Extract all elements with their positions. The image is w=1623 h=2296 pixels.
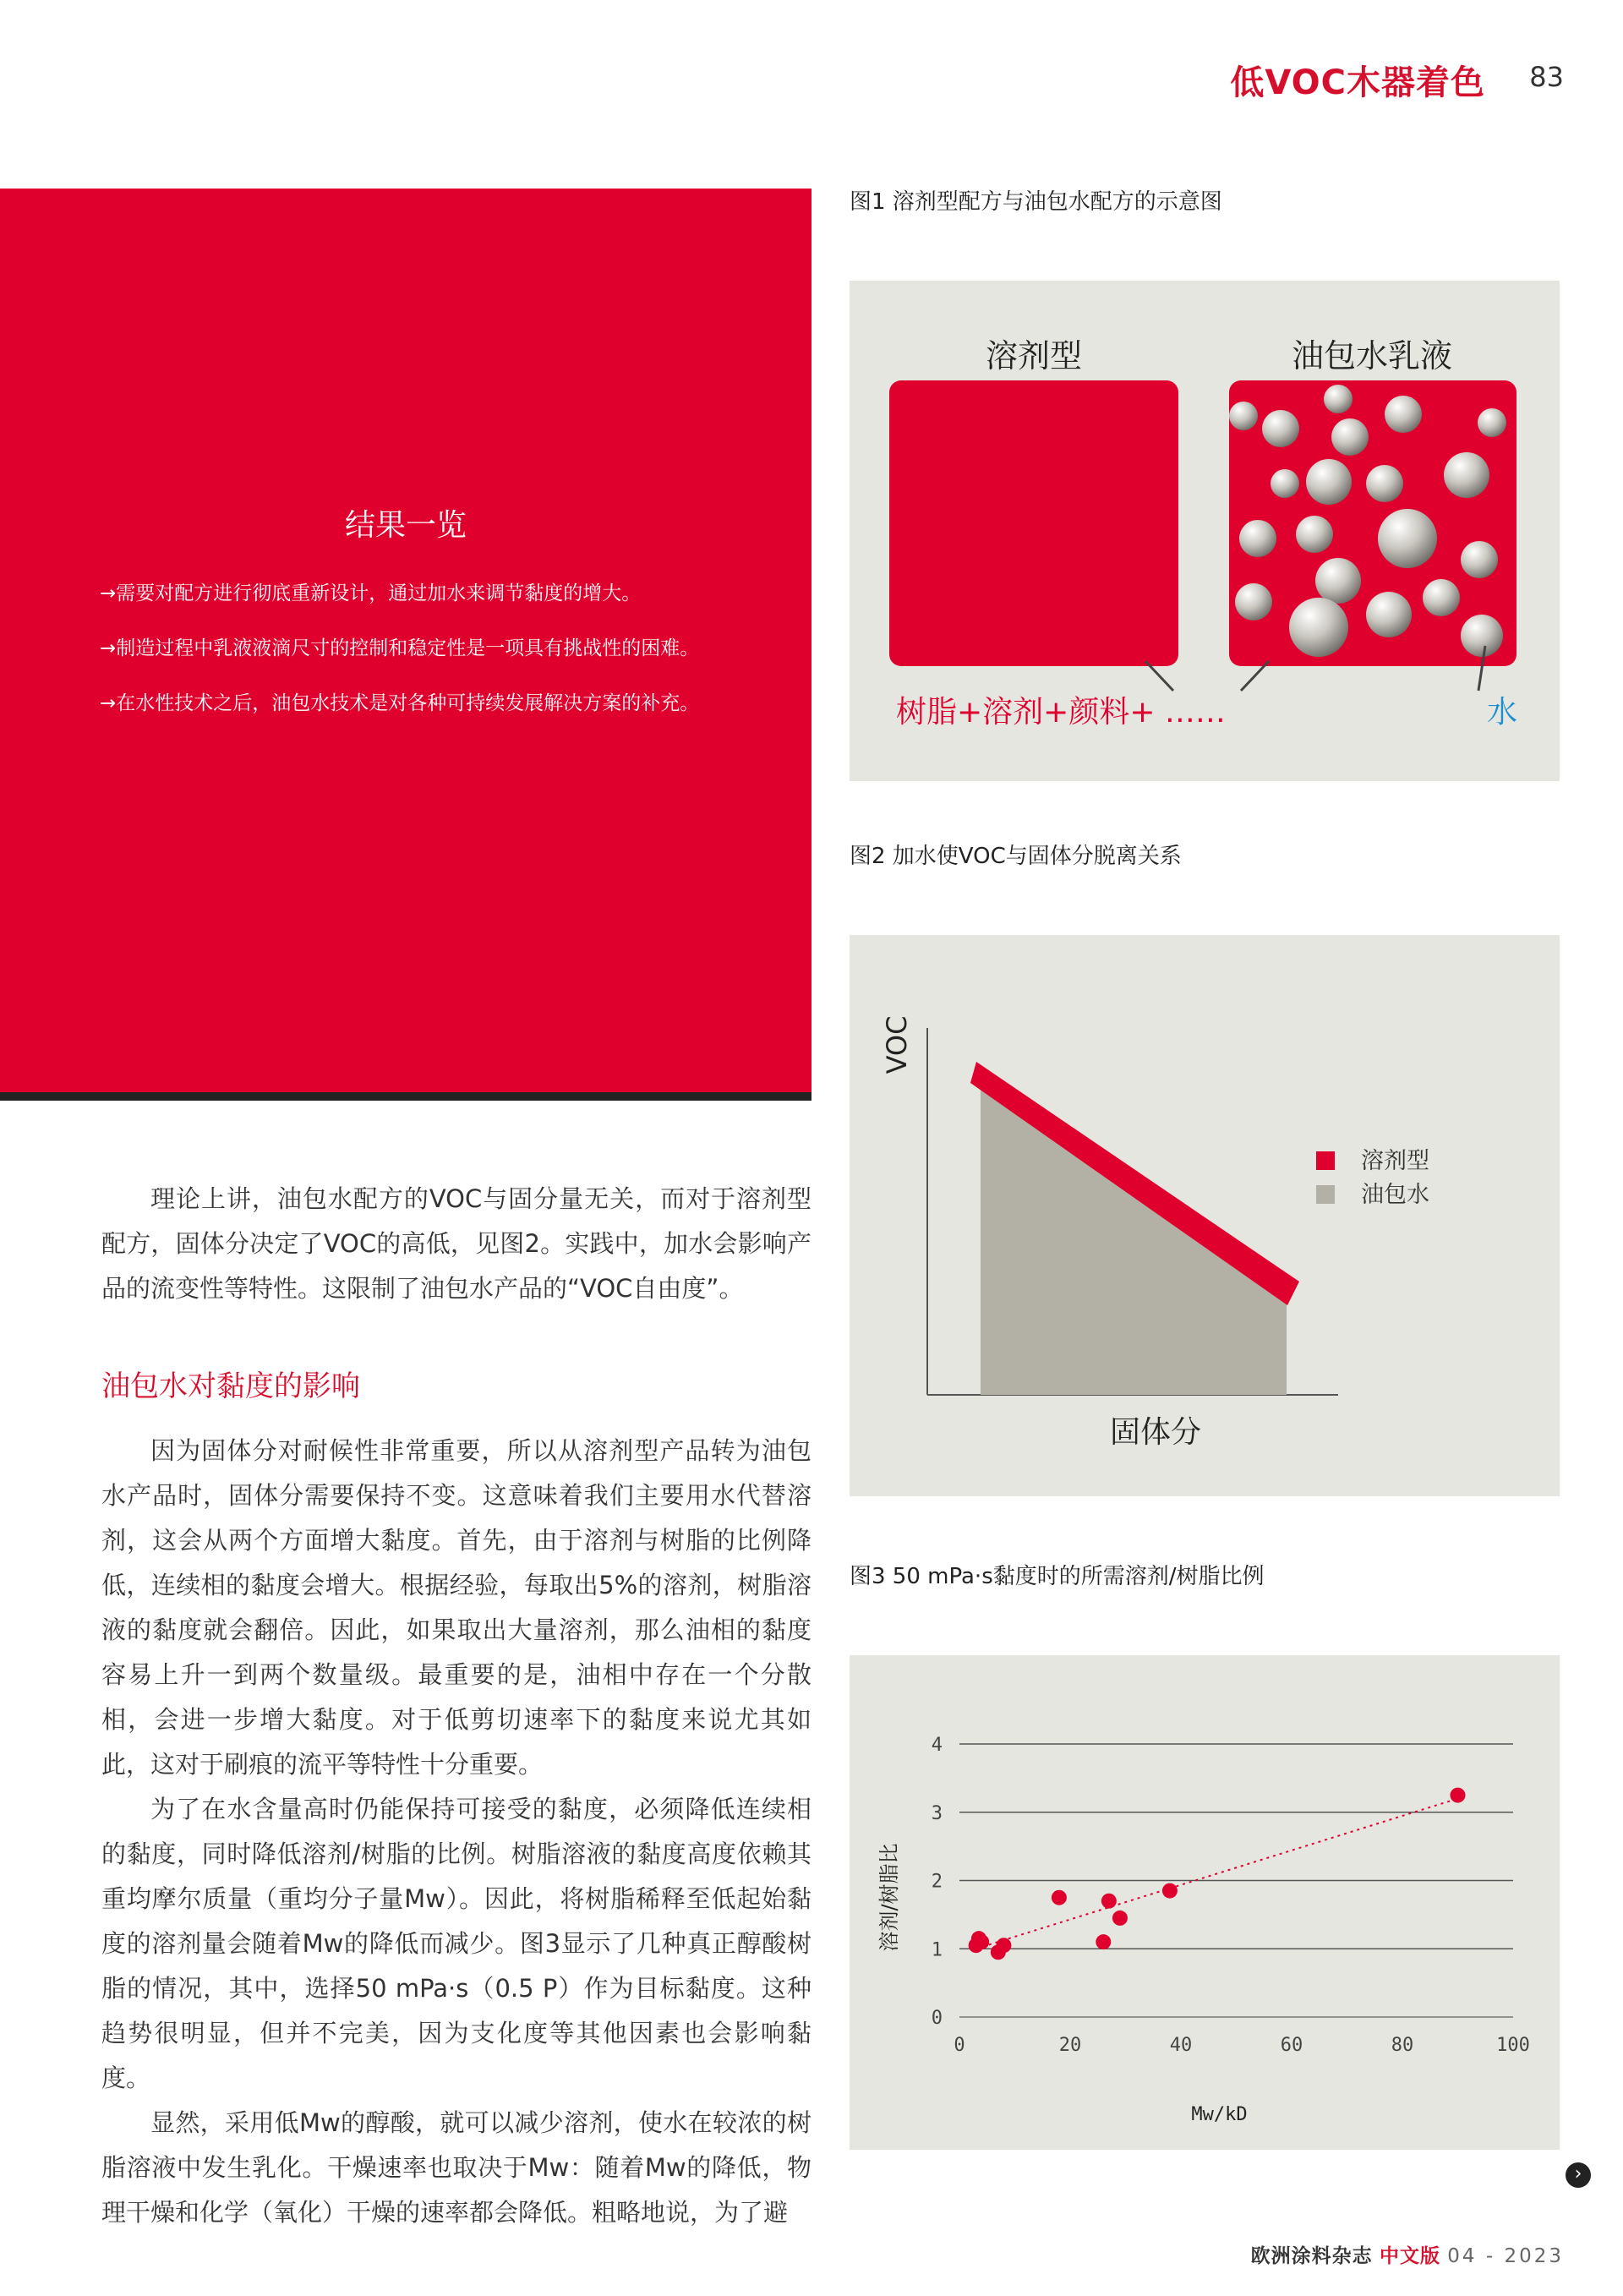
water-droplet <box>1385 396 1422 433</box>
x-tick-label: 60 <box>1280 2035 1303 2056</box>
x-tick-label: 40 <box>1169 2035 1193 2056</box>
y-tick-label: 1 <box>931 1939 943 1961</box>
water-droplet <box>1271 469 1299 498</box>
water-droplet <box>1306 459 1352 505</box>
paragraph: 因为固体分对耐候性非常重要，所以从溶剂型产品转为油包水产品时，固体分需要保持不变。这意味着我们主要用水代替溶剂，这会从两个方面增大黏度。首先，由于溶剂与树脂的比例降低，连续相的黏度会增大。根据经验，每取出5%的溶剂，树脂溶液的黏度就会翻倍。因此，如果取出大量溶剂，那么油相的黏度容易上升一到两个数量级。最重要的是，油相中存在一个分散相，会进一步增大黏度。对于低剪切速率下的黏度来说尤其如此，这对于刷痕的流平等特性十分重要。 <box>101 1436 812 1779</box>
x-tick-label: 80 <box>1391 2035 1414 2056</box>
water-droplet <box>1296 516 1333 553</box>
water-droplet <box>1331 418 1369 456</box>
water-droplet <box>1444 452 1489 498</box>
water-droplet <box>1461 615 1503 657</box>
emulsion-label: 油包水乳液 <box>1291 337 1453 374</box>
water-droplet <box>1366 592 1412 637</box>
data-point <box>1112 1911 1128 1926</box>
water-droplet <box>1423 579 1460 616</box>
y-tick-label: 0 <box>931 2008 943 2029</box>
water-droplet <box>1366 465 1403 502</box>
paragraph: 为了在水含量高时仍能保持可接受的黏度，必须降低连续相的黏度，同时降低溶剂/树脂的比例。树脂溶液的黏度高度依赖其重均摩尔质量（重均分子量Mw）。因此，将树脂稀释至低起始黏度的溶剂量会随着Mw的降低而减少。图3显示了几种真正醇酸树脂的情况，其中，选择50 mPa·s（0.5 P）作为目标黏度。这种趋势很明显，但并不完美，因为支化度等其他因素也会影响黏度。 <box>101 1795 812 2092</box>
issue-number: 04 - 2023 <box>1447 2245 1564 2267</box>
magazine-name: 欧洲涂料杂志 <box>1250 2245 1373 2267</box>
ingredients-label: 树脂+溶剂+颜料+ …… <box>896 695 1226 730</box>
water-droplet <box>1235 583 1272 620</box>
x-tick-label: 100 <box>1496 2035 1530 2056</box>
legend-label: 溶剂型 <box>1361 1148 1429 1174</box>
paragraph: 理论上讲，油包水配方的VOC与固分量无关，而对于溶剂型配方，固体分决定了VOC的高低，见图2。实践中，加水会影响产品的流变性等特性。这限制了油包水产品的“VOC自由度”。 <box>101 1184 812 1303</box>
running-head-title: 低VOC木器着色 <box>1230 63 1485 102</box>
figure3-panel <box>850 1655 1560 2150</box>
oil-in-water-area <box>981 1079 1287 1395</box>
x-tick-label: 0 <box>954 2035 965 2056</box>
x-axis-label: Mw/kD <box>1191 2104 1248 2125</box>
summary-box <box>0 189 812 1101</box>
solvent-type-label: 溶剂型 <box>985 337 1083 374</box>
y-axis-label: 溶剂/树脂比 <box>877 1843 901 1952</box>
figure2-caption: 图2 加水使VOC与固体分脱离关系 <box>850 844 1182 869</box>
x-tick-label: 20 <box>1058 2035 1082 2056</box>
next-page-icon[interactable]: › <box>1566 2162 1591 2188</box>
water-droplet <box>1262 410 1299 447</box>
figure2-panel <box>850 935 1560 1496</box>
paragraph: 显然，采用低Mw的醇酸，就可以减少溶剂，使水在较浓的树脂溶液中发生乳化。干燥速率也取决于Mw：随着Mw的降低，物理干燥和化学（氧化）干燥的速率都会降低。粗略地说，为了避 <box>101 2108 812 2227</box>
figure2-chart <box>850 935 1560 1496</box>
figure1-diagram <box>850 281 1560 781</box>
y-tick-label: 2 <box>931 1871 943 1893</box>
figure1-caption: 图1 溶剂型配方与油包水配方的示意图 <box>850 189 1222 215</box>
data-point <box>1052 1890 1067 1905</box>
x-tick-labels <box>954 2035 1530 2056</box>
data-point <box>996 1938 1011 1953</box>
data-point <box>1101 1894 1117 1909</box>
y-tick-labels <box>932 1735 943 2029</box>
data-point <box>1162 1883 1178 1899</box>
water-droplet <box>1239 520 1276 557</box>
water-label: 水 <box>1486 695 1517 730</box>
summary-title: 结果一览 <box>344 508 467 543</box>
trendline <box>976 1799 1458 1949</box>
grid <box>959 1744 1513 2017</box>
intro-paragraph <box>101 1177 812 1311</box>
figure1-panel <box>850 281 1560 781</box>
figure3-caption: 图3 50 mPa·s黏度时的所需溶剂/树脂比例 <box>850 1564 1265 1589</box>
summary-item: →需要对配方进行彻底重新设计，通过加水来调节黏度的增大。 <box>100 582 642 604</box>
y-tick-label: 3 <box>931 1802 943 1824</box>
summary-item: →制造过程中乳液液滴尺寸的控制和稳定性是一项具有挑战性的困难。 <box>100 637 700 659</box>
water-droplet <box>1324 385 1352 413</box>
legend-swatch <box>1316 1151 1335 1170</box>
legend-swatch <box>1316 1185 1335 1204</box>
solvent-type-box <box>889 380 1178 666</box>
section-heading: 油包水对黏度的影响 <box>101 1369 360 1403</box>
water-droplet <box>1461 541 1498 578</box>
edition-label: 中文版 <box>1379 2245 1440 2267</box>
water-droplet <box>1229 402 1258 430</box>
data-point <box>1096 1934 1111 1949</box>
summary-item: →在水性技术之后，油包水技术是对各种可持续发展解决方案的补充。 <box>100 692 700 714</box>
footer <box>1251 2240 1564 2268</box>
water-droplet <box>1289 598 1348 657</box>
data-point <box>1451 1788 1466 1803</box>
water-droplet <box>1378 509 1437 568</box>
x-axis-label: 固体分 <box>1109 1415 1202 1450</box>
water-droplet <box>1315 558 1361 604</box>
water-droplet <box>1478 408 1506 437</box>
section-body <box>101 1429 812 2235</box>
data-point <box>974 1934 989 1949</box>
y-tick-label: 4 <box>931 1735 943 1756</box>
page-number: 83 <box>1529 61 1564 93</box>
legend-label: 油包水 <box>1361 1182 1429 1208</box>
y-axis-label: VOC <box>881 1015 913 1074</box>
figure3-scatter-chart <box>850 1655 1560 2150</box>
